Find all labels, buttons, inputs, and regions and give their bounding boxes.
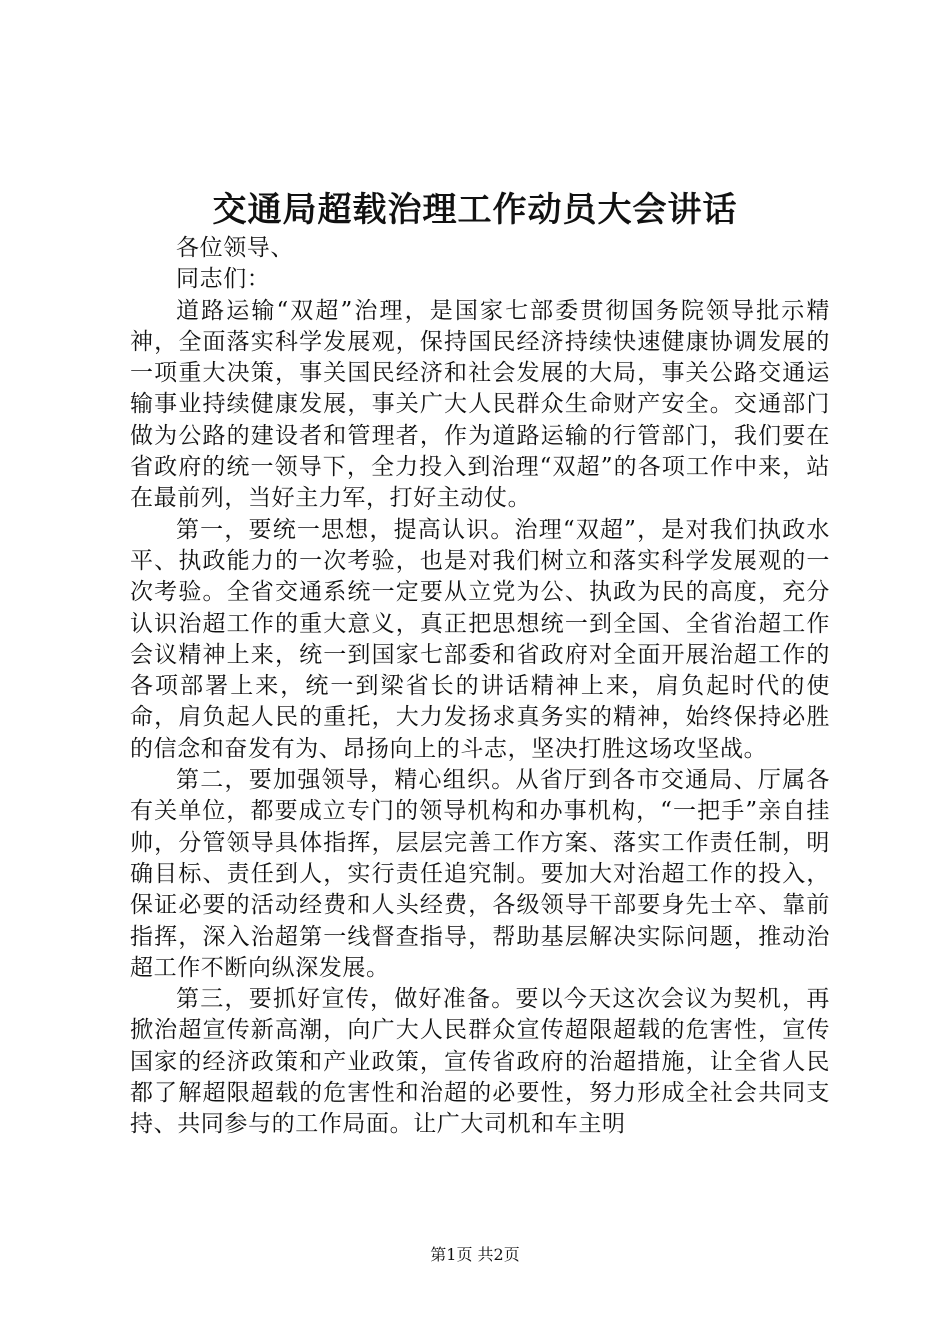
page-number-footer: 第1页 共2页 <box>430 1245 520 1264</box>
body-paragraph: 第一，要统一思想，提高认识。治理“双超”，是对我们执政水平、执政能力的一次考验，也是对我们树立和落实科学发展观的一次考验。全省交通系统一定要从立党为公、执政为民的高度，充分认识治超工作的重大意义，真正把思想统一到全国、全省治超工作会议精神上来，统一到国家七部委和省政府对全面开展治超工作的各项部署上来，统一到梁省长的讲话精神上来，肩负起时代的使命，肩负起人民的重托，大力发扬求真务实的精神，始终保持必胜的信念和奋发有为、昂扬向上的斗志，坚决打胜这场攻坚战。 <box>130 516 830 762</box>
salutation-line: 各位领导、 <box>176 235 294 261</box>
body-paragraph: 道路运输“双超”治理，是国家七部委贯彻国务院领导批示精神，全面落实科学发展观，保持国民经济持续快速健康协调发展的一项重大决策，事关国民经济和社会发展的大局，事关公路交通运输事业持续健康发展，事关广大人民群众生命财产安全。交通部门做为公路的建设者和管理者，作为道路运输的行管部门，我们要在省政府的统一领导下，全力投入到治理“双超”的各项工作中来，站在最前列，当好主力军，打好主动仗。 <box>130 297 830 512</box>
salutation-line: 同志们： <box>176 266 271 293</box>
body-paragraph: 第三，要抓好宣传，做好准备。要以今天这次会议为契机，再掀治超宣传新高潮，向广大人民群众宣传超限超载的危害性，宣传国家的经济政策和产业政策，宣传省政府的治超措施，让全省人民都了解超限超载的危害性和治超的必要性，努力形成全社会共同支持、共同参与的工作局面。让广大司机和车主明 <box>130 986 830 1138</box>
document-body <box>130 233 830 1141</box>
document-title: 交通局超载治理工作动员大会讲话 <box>212 190 738 230</box>
body-paragraph: 第二，要加强领导，精心组织。从省厅到各市交通局、厅属各有关单位，都要成立专门的领导机构和办事机构，“一把手”亲自挂帅，分管领导具体指挥，层层完善工作方案、落实工作责任制，明确目标、责任到人，实行责任追究制。要加大对治超工作的投入，保证必要的活动经费和人头经费，各级领导干部要身先士卒、靠前指挥，深入治超第一线督查指导，帮助基层解决实际问题，推动治超工作不断向纵深发展。 <box>130 767 830 981</box>
